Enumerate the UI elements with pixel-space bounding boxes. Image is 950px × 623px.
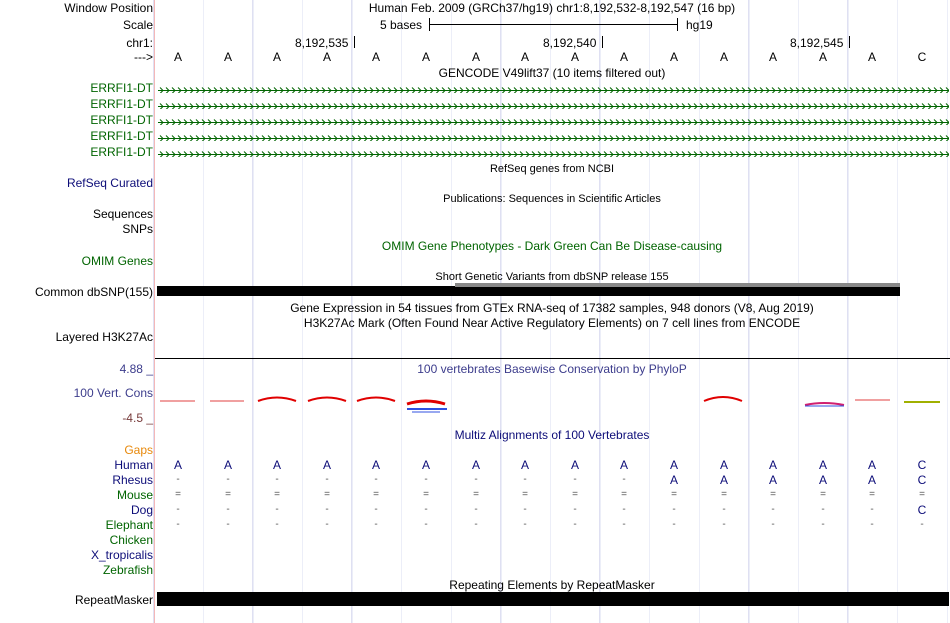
snps-label[interactable]: SNPs (122, 222, 153, 236)
scale-assembly: hg19 (686, 18, 713, 32)
alignment-cell: - (176, 519, 180, 530)
repeatmasker-title[interactable]: Repeating Elements by RepeatMasker (449, 578, 655, 592)
h3k27ac-title[interactable]: H3K27Ac Mark (Often Found Near Active Regulatory Elements) on 7 cell lines from ENCODE (303, 316, 801, 330)
publications-label[interactable]: Sequences (92, 207, 153, 221)
alignment-cell: A (719, 458, 728, 472)
chrom-label: chr1: (126, 36, 153, 50)
alignment-cell: - (226, 474, 230, 485)
alignment-cell: - (573, 504, 577, 515)
cons-label[interactable]: 100 Vert. Cons (73, 386, 153, 400)
alignment-cell: - (176, 504, 180, 515)
multiz-species-label[interactable]: Elephant (105, 518, 153, 532)
alignment-cell: = (473, 489, 479, 500)
alignment-cell: - (474, 519, 478, 530)
alignment-cell: = (274, 489, 280, 500)
grid-line-minor (947, 0, 948, 623)
multiz-species-label[interactable]: Human (114, 458, 153, 472)
alignment-cell: - (474, 504, 478, 515)
alignment-cell: - (771, 504, 775, 515)
base-letter: A (520, 50, 529, 64)
alignment-cell: - (424, 519, 428, 530)
base-letter: A (570, 50, 579, 64)
alignment-cell: - (374, 504, 378, 515)
alignment-cell: - (573, 519, 577, 530)
gene-arrows-icon (158, 150, 949, 157)
alignment-cell: = (373, 489, 379, 500)
base-letter: A (322, 50, 331, 64)
alignment-cell: - (821, 519, 825, 530)
scale-bar-right-tick (677, 18, 678, 31)
base-letter: C (917, 50, 927, 64)
alignment-cell: - (622, 474, 626, 485)
alignment-cell: - (672, 519, 676, 530)
alignment-cell: - (275, 504, 279, 515)
alignment-cell: C (917, 473, 927, 487)
base-letter: A (719, 50, 728, 64)
gtex-title[interactable]: Gene Expression in 54 tissues from GTEx RNA-seq of 17382 samples, 948 donors (V8, Aug 2019) (290, 301, 814, 315)
alignment-cell: = (175, 489, 181, 500)
publications-title[interactable]: Publications: Sequences in Scientific Articles (443, 193, 661, 205)
dbsnp-variant-highlight (455, 283, 900, 287)
gencode-gene-label[interactable]: ERRFI1-DT (90, 97, 153, 111)
h3k27ac-baseline (155, 358, 950, 359)
omim-label[interactable]: OMIM Genes (81, 254, 153, 268)
alignment-cell: A (619, 458, 628, 472)
alignment-cell: A (421, 458, 430, 472)
alignment-cell: = (423, 489, 429, 500)
alignment-cell: - (176, 474, 180, 485)
alignment-cell: - (325, 474, 329, 485)
strand-label: ---> (134, 50, 153, 64)
base-letter: A (223, 50, 232, 64)
alignment-cell: = (919, 489, 925, 500)
alignment-cell: - (573, 474, 577, 485)
dbsnp-label[interactable]: Common dbSNP(155) (34, 285, 153, 299)
refseq-title[interactable]: RefSeq genes from NCBI (489, 163, 615, 175)
alignment-cell: - (622, 504, 626, 515)
alignment-cell: A (768, 473, 777, 487)
alignment-cell: A (719, 473, 728, 487)
alignment-cell: A (272, 458, 281, 472)
alignment-cell: - (275, 474, 279, 485)
gencode-gene-feature[interactable] (158, 100, 949, 109)
alignment-cell: = (869, 489, 875, 500)
base-letter: A (669, 50, 678, 64)
cons-peak (308, 398, 346, 402)
alignment-cell: - (523, 519, 527, 530)
position-tick-mark-2 (602, 36, 603, 48)
alignment-cell: A (520, 458, 529, 472)
omim-title[interactable]: OMIM Gene Phenotypes - Dark Green Can Be Disease-causing (381, 239, 723, 253)
cons-peak (357, 398, 395, 402)
base-letter: A (867, 50, 876, 64)
cons-peak (407, 401, 445, 404)
alignment-cell: - (722, 504, 726, 515)
alignment-cell: A (818, 473, 827, 487)
gene-arrows-icon (158, 134, 949, 141)
alignment-cell: - (771, 519, 775, 530)
cons-wiggle (0, 390, 950, 416)
scale-bar (429, 24, 677, 25)
gaps-label[interactable]: Gaps (124, 443, 153, 457)
alignment-cell: = (721, 489, 727, 500)
alignment-cell: A (322, 458, 331, 472)
cons-peak (805, 403, 844, 405)
gencode-gene-feature[interactable] (158, 148, 949, 157)
alignment-cell: = (324, 489, 330, 500)
alignment-cell: A (173, 458, 182, 472)
gene-arrows-icon (158, 86, 949, 93)
alignment-cell: - (870, 504, 874, 515)
cons-ymin: -4.5 _ (122, 411, 153, 425)
window-position-text[interactable]: Human Feb. 2009 (GRCh37/hg19) chr1:8,192,532-8,192,547 (16 bp) (368, 1, 736, 15)
alignment-cell: - (920, 519, 924, 530)
alignment-cell: A (223, 458, 232, 472)
base-letter: A (471, 50, 480, 64)
repeatmasker-bar[interactable] (157, 592, 949, 606)
gencode-gene-label[interactable]: ERRFI1-DT (90, 113, 153, 127)
gencode-gene-label[interactable]: ERRFI1-DT (90, 145, 153, 159)
alignment-cell: - (325, 504, 329, 515)
cons-peak (258, 398, 296, 402)
scale-text: 5 bases (380, 18, 423, 32)
multiz-species-label[interactable]: Dog (130, 503, 153, 517)
multiz-species-label[interactable]: Rhesus (112, 473, 153, 487)
alignment-cell: C (917, 458, 927, 472)
alignment-cell: A (371, 458, 380, 472)
alignment-cell: A (570, 458, 579, 472)
position-tick-1: 8,192,535 (295, 36, 349, 50)
base-letter: A (371, 50, 380, 64)
repeatmasker-label[interactable]: RepeatMasker (74, 593, 153, 607)
multiz-species-label[interactable]: Zebrafish (102, 563, 153, 577)
alignment-cell: - (325, 519, 329, 530)
alignment-cell: - (226, 504, 230, 515)
cons-title[interactable]: 100 vertebrates Basewise Conservation by PhyloP (417, 362, 687, 376)
gencode-gene-feature[interactable] (158, 132, 949, 141)
alignment-cell: = (572, 489, 578, 500)
base-letter: A (173, 50, 182, 64)
alignment-cell: = (621, 489, 627, 500)
alignment-cell: - (275, 519, 279, 530)
gencode-gene-feature[interactable] (158, 116, 949, 125)
base-letter: A (619, 50, 628, 64)
alignment-cell: - (722, 519, 726, 530)
alignment-cell: - (870, 519, 874, 530)
alignment-cell: - (424, 474, 428, 485)
alignment-cell: A (867, 473, 876, 487)
refseq-label[interactable]: RefSeq Curated (66, 176, 153, 190)
alignment-cell: = (671, 489, 677, 500)
gencode-title[interactable]: GENCODE V49lift37 (10 items filtered out) (438, 66, 666, 80)
position-tick-3: 8,192,545 (790, 36, 844, 50)
base-letter: A (272, 50, 281, 64)
base-letter: A (768, 50, 777, 64)
alignment-cell: - (523, 504, 527, 515)
alignment-cell: - (374, 474, 378, 485)
h3k27ac-label[interactable]: Layered H3K27Ac (55, 330, 153, 344)
alignment-cell: = (522, 489, 528, 500)
scale-bar-left-tick (429, 18, 430, 31)
cons-ymax: 4.88 _ (119, 362, 153, 376)
alignment-cell: = (770, 489, 776, 500)
alignment-cell: - (821, 504, 825, 515)
alignment-cell: = (820, 489, 826, 500)
multiz-species-label[interactable]: Mouse (116, 488, 153, 502)
alignment-cell: - (672, 504, 676, 515)
multiz-title[interactable]: Multiz Alignments of 100 Vertebrates (454, 428, 650, 442)
alignment-cell: A (818, 458, 827, 472)
alignment-cell: - (374, 519, 378, 530)
alignment-cell: - (622, 519, 626, 530)
alignment-cell: A (669, 458, 678, 472)
gene-arrows-icon (158, 102, 949, 109)
alignment-cell: - (226, 519, 230, 530)
position-tick-mark-1 (354, 36, 355, 48)
alignment-cell: A (867, 458, 876, 472)
alignment-cell: = (225, 489, 231, 500)
gencode-gene-label[interactable]: ERRFI1-DT (90, 81, 153, 95)
alignment-cell: - (424, 504, 428, 515)
scale-label: Scale (122, 18, 153, 32)
alignment-cell: A (471, 458, 480, 472)
dbsnp-title[interactable]: Short Genetic Variants from dbSNP release 155 (435, 271, 669, 283)
alignment-cell: A (768, 458, 777, 472)
base-letter: A (421, 50, 430, 64)
multiz-species-label[interactable]: Chicken (109, 533, 153, 547)
alignment-cell: C (917, 503, 927, 517)
window-position-label: Window Position (64, 1, 153, 15)
multiz-species-label[interactable]: X_tropicalis (90, 548, 153, 562)
gencode-gene-feature[interactable] (158, 84, 949, 93)
alignment-cell: - (523, 474, 527, 485)
base-letter: A (818, 50, 827, 64)
dbsnp-variant-bar[interactable] (157, 286, 900, 296)
position-tick-mark-3 (849, 36, 850, 48)
gencode-gene-label[interactable]: ERRFI1-DT (90, 129, 153, 143)
gene-arrows-icon (158, 118, 949, 125)
position-tick-2: 8,192,540 (543, 36, 597, 50)
alignment-cell: - (474, 474, 478, 485)
cons-peak (704, 397, 742, 401)
alignment-cell: A (669, 473, 678, 487)
